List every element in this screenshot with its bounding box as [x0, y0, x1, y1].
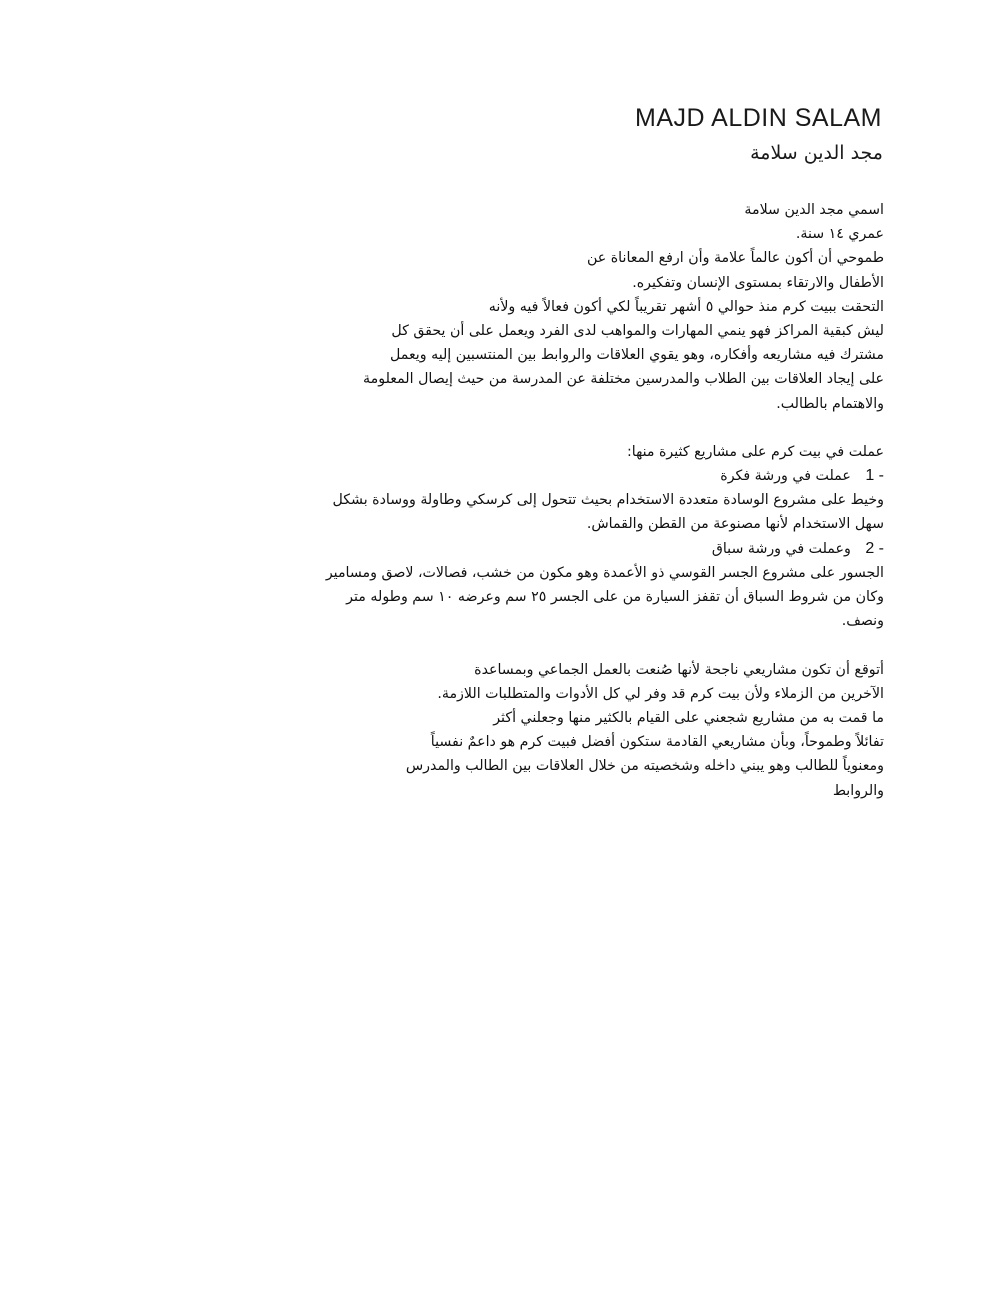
project-title: عملت في ورشة فكرة — [720, 468, 851, 485]
paragraph-spacer — [294, 633, 884, 657]
conclusion-line: تفائلاً وطموحاً، وبأن مشاريعي القادمة ستكون أفضل فبيت كرم هو داعمٌ نفسياً — [430, 734, 884, 751]
project-title: وعملت في ورشة سباق — [711, 540, 851, 557]
project-item-2 — [294, 537, 884, 634]
conclusion-paragraph — [294, 658, 884, 803]
document-body — [294, 198, 884, 803]
projects-section — [294, 440, 884, 634]
project-description-line: وكان من شروط السباق أن تقفز السيارة من على الجسر ٢٥ سم وعرضه ١٠ سم وطوله متر — [346, 589, 884, 605]
project-description-line: وخيط على مشروع الوسادة متعددة الاستخدام بحيث تتحول إلى كرسكي وطاولة ووسادة بشكل — [332, 492, 884, 509]
conclusion-line: الآخرين من الزملاء ولأن بيت كرم قد وفر لي كل الأدوات والمتطلبات اللازمة. — [437, 685, 884, 702]
intro-line: عمري ١٤ سنة. — [795, 226, 884, 243]
paragraph-spacer — [294, 416, 884, 440]
intro-line: طموحي أن أكون عالماً علامة وأن ارفع المعاناة عن — [586, 250, 884, 267]
intro-line: والاهتمام بالطالب. — [776, 395, 884, 412]
project-title-line — [294, 464, 884, 488]
conclusion-line: والروابط — [832, 782, 884, 799]
conclusion-line: ومعنوياً للطالب وهو يبني داخله وشخصيته من خلال العلاقات بين الطالب والمدرس — [405, 758, 884, 775]
intro-line: التحقت ببيت كرم منذ حوالي ٥ أشهر تقريباً لكي أكون فعالاً فيه ولأنه — [488, 298, 884, 315]
project-description-line: ونصف. — [841, 613, 884, 630]
conclusion-line: ما قمت به من مشاريع شجعني على القيام بالكثير منها وجعلني أكثر — [493, 709, 884, 726]
project-title-line — [294, 537, 884, 561]
intro-line: على إيجاد العلاقات بين الطلاب والمدرسين مختلفة عن المدرسة من حيث إيصال المعلومة — [363, 371, 884, 388]
intro-line: الأطفال والارتقاء بمستوى الإنسان وتفكيره. — [632, 274, 884, 291]
list-number: 2 - — [865, 539, 884, 557]
projects-heading: عملت في بيت كرم على مشاريع كثيرة منها: — [626, 443, 884, 460]
name-arabic-subtitle: مجد الدين سلامة — [750, 142, 883, 164]
project-description-line: سهل الاستخدام لأنها مصنوعة من القطن والقماش. — [586, 516, 884, 533]
intro-line: مشترك فيه مشاريعه وأفكاره، وهو يقوي العلاقات والروابط بين المنتسبين إليه ويعمل — [390, 347, 884, 364]
list-number: 1 - — [865, 467, 884, 485]
project-item-1 — [294, 464, 884, 537]
name-english-title: MAJD ALDIN SALAM — [635, 104, 882, 132]
conclusion-line: أتوقع أن تكون مشاريعي ناجحة لأنها صُنعت بالعمل الجماعي وبمساعدة — [474, 661, 884, 678]
project-description-line: الجسور على مشروع الجسر القوسي ذو الأعمدة وهو مكون من خشب، فصالات، لاصق ومسامير — [325, 564, 884, 581]
intro-paragraph — [294, 198, 884, 416]
intro-line: اسمي مجد الدين سلامة — [744, 202, 884, 218]
intro-line: ليش كبقية المراكز فهو ينمي المهارات والمواهب لدى الفرد ويعمل على أن يحقق كل — [391, 322, 884, 339]
